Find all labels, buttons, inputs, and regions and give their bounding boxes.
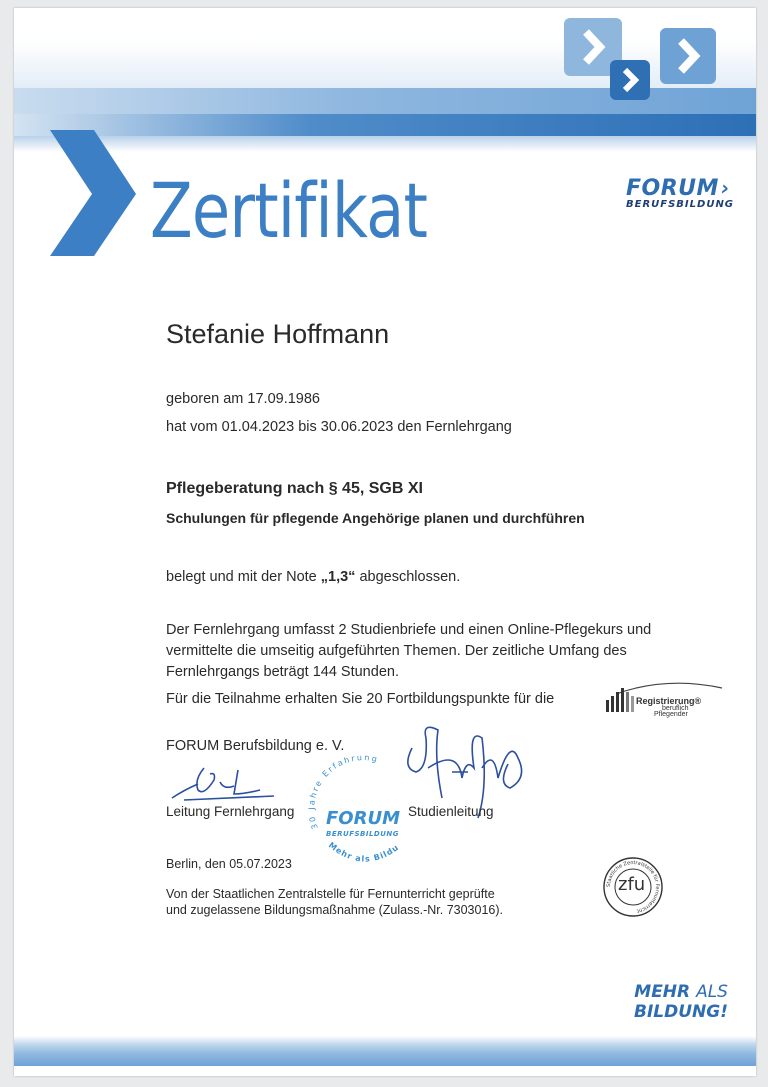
logo-main-text: FORUM › [626, 176, 730, 201]
signature-left [164, 760, 284, 806]
grade-line: belegt und mit der Note „1,3“ abgeschlossen. [166, 569, 461, 585]
course-period-line: hat vom 01.04.2023 bis 30.06.2023 den Fernlehrgang [166, 419, 512, 435]
stamp-arc-bottom: Mehr als Bildu [326, 840, 401, 864]
certificate-title: Zertifikat [150, 166, 428, 255]
stamp-sub-text: BERUFSBILDUNG [326, 830, 400, 838]
stamp-main-text: FORUM [326, 808, 400, 829]
zfu-ring-text: Staatliche Zentralstelle für Fernunterricht [605, 859, 661, 914]
slogan: MEHR ALS BILDUNG! [634, 982, 728, 1022]
logo-sub-text: BERUFSBILDUNG [626, 199, 735, 210]
registration-badge [606, 680, 726, 726]
course-title: Pflegeberatung nach § 45, SGB XI [166, 480, 423, 497]
chevron-right-icon [32, 128, 142, 258]
course-description: Der Fernlehrgang umfasst 2 Studienbriefe und einen Online-Pflegekurs und vermittelte die umseitig aufgeführten Themen. Der zeitliche Umfang des Fernlehrgangs beträgt 144 Stunden. [166, 622, 652, 680]
chevron-square-icon [610, 60, 650, 100]
svg-text:Mehr als Bildung [304, 750, 401, 864]
registration-text: Registrierung® [636, 696, 702, 706]
recipient-name: Stefanie Hoffmann [166, 319, 390, 349]
signature-left-label: Leitung Fernlehrgang [166, 804, 295, 819]
zfu-seal-text: zfu [618, 874, 646, 895]
certificate-page [14, 8, 756, 1076]
points-line: Für die Teilnahme erhalten Sie 20 Fortbildungspunkte für die [166, 691, 555, 707]
footer-band [14, 1036, 756, 1066]
logo-chevron-icon: › [720, 176, 730, 200]
approval-line-1: Von der Staatlichen Zentralstelle für Fernunterricht geprüfte [166, 887, 495, 901]
grade-value: „1,3“ [320, 569, 356, 585]
course-subtitle: Schulungen für pflegende Angehörige planen und durchführen [166, 510, 585, 526]
stamp-arc-top: 30 Jahre Erfahrung [307, 753, 380, 831]
birth-date-line: geboren am 17.09.1986 [166, 391, 320, 407]
registration-bars-icon [606, 686, 636, 714]
registration-subtext: beruflich [662, 705, 689, 712]
signature-right-label: Studienleitung [408, 804, 494, 819]
chevron-square-icon [660, 28, 716, 84]
zfu-seal-icon [602, 856, 664, 918]
forum-logo [626, 176, 736, 210]
place-date: Berlin, den 05.07.2023 [166, 857, 292, 871]
approval-line-2: und zugelassene Bildungsmaßnahme (Zulass.-Nr. 7303016). [166, 903, 503, 917]
organization-name: FORUM Berufsbildung e. V. [166, 738, 345, 754]
registration-subtext: Pflegender [654, 711, 688, 718]
